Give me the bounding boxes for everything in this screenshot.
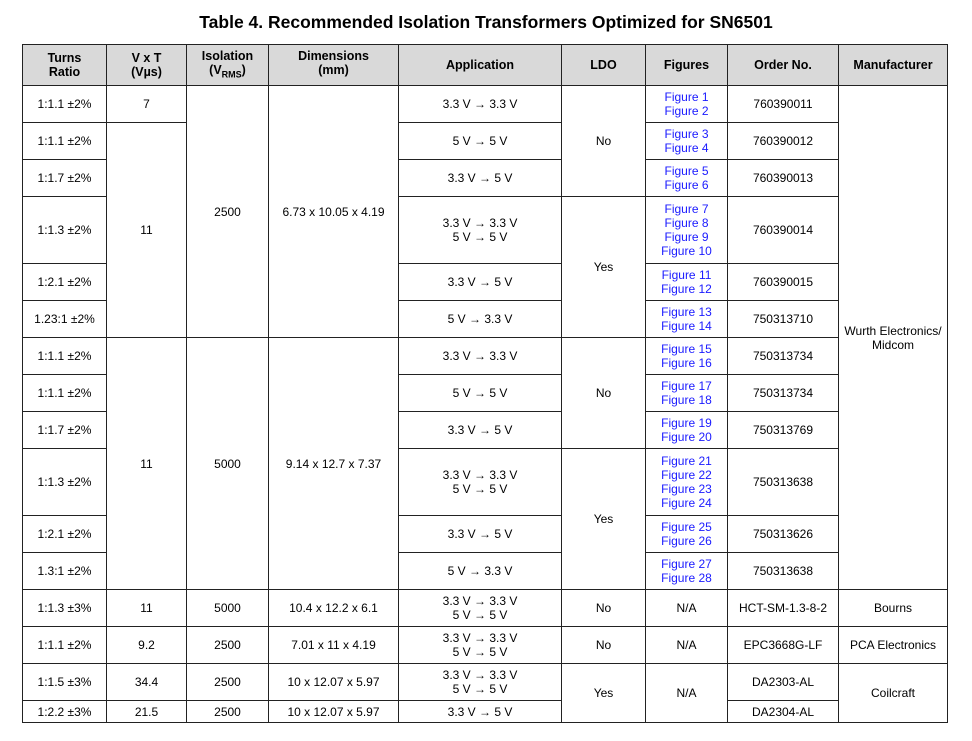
order-no-cell: 750313626 (728, 516, 839, 553)
application-cell (399, 412, 562, 449)
application-line: 3.3 V → 5 V (447, 704, 513, 719)
application-line: 3.3 V → 5 V (447, 275, 513, 289)
order-no-cell: EPC3668G-LF (728, 627, 839, 664)
figure-link[interactable]: Figure 13 (661, 305, 712, 319)
application-line: 5 V → 5 V (452, 482, 508, 496)
figure-link[interactable]: Figure 9 (664, 230, 709, 244)
figure-link[interactable]: Figure 20 (661, 430, 712, 444)
dimensions-cell: 6.73 x 10.05 x 4.19 (269, 86, 399, 338)
application-cell (399, 197, 562, 264)
application-line: 3.3 V → 5 V (447, 423, 513, 437)
turns-ratio-cell: 1:1.1 ±2% (23, 338, 107, 375)
figures-cell (646, 301, 728, 338)
figure-link[interactable]: Figure 3 (664, 127, 709, 141)
figures-cell (646, 449, 728, 516)
header-ldo: LDO (562, 45, 646, 86)
application-cell (399, 516, 562, 553)
order-no-cell: HCT-SM-1.3-8-2 (728, 590, 839, 627)
application-cell (399, 627, 562, 664)
application-line: 5 V → 3.3 V (447, 312, 513, 326)
turns-ratio-cell: 1:1.1 ±2% (23, 375, 107, 412)
turns-ratio-cell: 1:1.1 ±2% (23, 86, 107, 123)
application-line: 5 V → 5 V (452, 230, 508, 244)
table-row (23, 86, 948, 123)
figures-cell (646, 197, 728, 264)
header-vxt (107, 45, 187, 86)
figures-cell (646, 338, 728, 375)
figure-link[interactable]: Figure 8 (664, 216, 709, 230)
figure-link[interactable]: Figure 19 (661, 416, 712, 430)
header-dim-line2: (mm) (318, 63, 349, 77)
application-line: 5 V → 5 V (452, 134, 508, 148)
figure-link[interactable]: Figure 11 (661, 268, 712, 282)
vxt-cell: 11 (107, 123, 187, 338)
isolation-cell: 5000 (187, 590, 269, 627)
isolation-cell: 5000 (187, 338, 269, 590)
application-line: 3.3 V → 3.3 V (442, 468, 518, 482)
turns-ratio-cell: 1:1.7 ±2% (23, 160, 107, 197)
header-dim-line1: Dimensions (298, 49, 369, 63)
figure-link[interactable]: Figure 15 (661, 342, 712, 356)
application-line: 5 V → 5 V (452, 645, 508, 659)
application-line: 3.3 V → 5 V (447, 171, 513, 185)
figures-cell (646, 553, 728, 590)
figure-link[interactable]: Figure 12 (661, 282, 712, 296)
application-cell (399, 338, 562, 375)
turns-ratio-cell: 1:1.3 ±2% (23, 197, 107, 264)
figures-cell (646, 516, 728, 553)
application-line: 3.3 V → 3.3 V (442, 594, 518, 608)
table-row (23, 664, 948, 701)
header-iso-close: ) (241, 62, 246, 77)
order-no-cell: 760390014 (728, 197, 839, 264)
turns-ratio-cell: 1:2.2 ±3% (23, 701, 107, 723)
ldo-cell: No (562, 86, 646, 197)
application-cell (399, 86, 562, 123)
figure-link[interactable]: Figure 4 (664, 141, 709, 155)
header-order-no: Order No. (728, 45, 839, 86)
figures-cell: N/A (646, 664, 728, 723)
application-line: 5 V → 5 V (452, 682, 508, 696)
application-line: 3.3 V → 3.3 V (442, 668, 518, 682)
figure-link[interactable]: Figure 16 (661, 356, 712, 370)
order-no-cell: 750313638 (728, 553, 839, 590)
vxt-cell: 34.4 (107, 664, 187, 701)
turns-ratio-cell: 1:1.5 ±3% (23, 664, 107, 701)
order-no-cell: 750313710 (728, 301, 839, 338)
dimensions-cell: 7.01 x 11 x 4.19 (269, 627, 399, 664)
figures-cell: N/A (646, 590, 728, 627)
application-line: 3.3 V → 3.3 V (442, 97, 518, 111)
order-no-cell: 750313734 (728, 338, 839, 375)
header-vxt-line1: V x T (131, 51, 162, 65)
transformer-table (22, 44, 948, 723)
application-line: 3.3 V → 3.3 V (442, 631, 518, 645)
header-turns-ratio: Turns Ratio (23, 45, 107, 86)
ldo-cell: No (562, 338, 646, 449)
turns-ratio-cell: 1:1.3 ±2% (23, 449, 107, 516)
manufacturer-cell: PCA Electronics (839, 627, 948, 664)
ldo-cell: Yes (562, 449, 646, 590)
vxt-cell: 11 (107, 338, 187, 590)
application-line: 5 V → 3.3 V (447, 564, 513, 578)
dimensions-cell: 10 x 12.07 x 5.97 (269, 701, 399, 723)
figure-link[interactable]: Figure 17 (661, 379, 712, 393)
application-cell (399, 301, 562, 338)
vxt-cell: 9.2 (107, 627, 187, 664)
vxt-cell: 21.5 (107, 701, 187, 723)
header-dimensions (269, 45, 399, 86)
application-cell (399, 264, 562, 301)
ldo-cell: Yes (562, 197, 646, 338)
turns-ratio-cell: 1:2.1 ±2% (23, 516, 107, 553)
ldo-cell: No (562, 627, 646, 664)
figure-link[interactable]: Figure 14 (661, 319, 712, 333)
isolation-cell: 2500 (187, 701, 269, 723)
table-row (23, 627, 948, 664)
order-no-cell: 760390013 (728, 160, 839, 197)
figure-link[interactable]: Figure 21 (661, 454, 712, 468)
vxt-cell: 7 (107, 86, 187, 123)
isolation-cell: 2500 (187, 664, 269, 701)
figures-cell (646, 123, 728, 160)
header-iso-sub: RMS (221, 69, 242, 80)
application-cell (399, 449, 562, 516)
header-figures: Figures (646, 45, 728, 86)
application-line: 5 V → 5 V (452, 386, 508, 400)
header-iso-v: (V (209, 62, 222, 77)
header-iso-line2 (189, 63, 266, 82)
figure-link[interactable]: Figure 23 (661, 482, 712, 496)
application-line: 3.3 V → 3.3 V (442, 216, 518, 230)
manufacturer-cell: Wurth Electronics/ Midcom (839, 86, 948, 590)
table-row (23, 590, 948, 627)
figure-link[interactable]: Figure 27 (661, 557, 712, 571)
figure-link[interactable]: Figure 5 (664, 164, 709, 178)
figure-link[interactable]: Figure 24 (661, 496, 712, 510)
header-row (23, 45, 948, 86)
application-cell (399, 160, 562, 197)
figures-cell (646, 264, 728, 301)
isolation-cell: 2500 (187, 627, 269, 664)
order-no-cell: 750313734 (728, 375, 839, 412)
figure-link[interactable]: Figure 6 (664, 178, 709, 192)
figures-cell (646, 412, 728, 449)
turns-ratio-cell: 1:1.1 ±2% (23, 627, 107, 664)
header-iso-line1: Isolation (201, 48, 254, 63)
figure-link[interactable]: Figure 26 (661, 534, 712, 548)
isolation-cell: 2500 (187, 86, 269, 338)
figure-link[interactable]: Figure 22 (661, 468, 712, 482)
figure-link[interactable]: Figure 18 (661, 393, 712, 407)
order-no-cell: 760390011 (728, 86, 839, 123)
turns-ratio-cell: 1.23:1 ±2% (23, 301, 107, 338)
order-no-cell: 760390015 (728, 264, 839, 301)
application-cell (399, 553, 562, 590)
ldo-cell: Yes (562, 664, 646, 723)
application-line: 5 V → 5 V (452, 608, 508, 622)
application-cell (399, 590, 562, 627)
table-title: Table 4. Recommended Isolation Transformers Optimized for SN6501 (199, 12, 773, 32)
table-row (23, 338, 948, 375)
header-vxt-line2: (Vµs) (131, 65, 162, 79)
turns-ratio-cell: 1:1.3 ±3% (23, 590, 107, 627)
ldo-cell: No (562, 590, 646, 627)
application-cell (399, 123, 562, 160)
dimensions-cell: 10.4 x 12.2 x 6.1 (269, 590, 399, 627)
turns-ratio-cell: 1:1.1 ±2% (23, 123, 107, 160)
figure-link[interactable]: Figure 28 (661, 571, 712, 585)
figures-cell (646, 160, 728, 197)
turns-ratio-cell: 1:1.7 ±2% (23, 412, 107, 449)
table-row (23, 701, 948, 723)
dimensions-cell: 10 x 12.07 x 5.97 (269, 664, 399, 701)
header-isolation (187, 45, 269, 86)
figures-cell (646, 375, 728, 412)
application-line: 3.3 V → 3.3 V (442, 349, 518, 363)
vxt-cell: 11 (107, 590, 187, 627)
header-application: Application (399, 45, 562, 86)
figure-link[interactable]: Figure 7 (664, 202, 709, 216)
order-no-cell: 750313769 (728, 412, 839, 449)
figures-cell: N/A (646, 627, 728, 664)
application-line: 3.3 V → 5 V (447, 527, 513, 541)
order-no-cell: DA2304-AL (728, 701, 839, 723)
turns-ratio-cell: 1:2.1 ±2% (23, 264, 107, 301)
turns-ratio-cell: 1.3:1 ±2% (23, 553, 107, 590)
table-row (23, 123, 948, 160)
order-no-cell: DA2303-AL (728, 664, 839, 701)
figures-cell (646, 86, 728, 123)
manufacturer-cell: Bourns (839, 590, 948, 627)
application-cell (399, 701, 562, 723)
order-no-cell: 750313638 (728, 449, 839, 516)
application-cell (399, 664, 562, 701)
manufacturer-cell: Coilcraft (839, 664, 948, 723)
order-no-cell: 760390012 (728, 123, 839, 160)
figure-link[interactable]: Figure 1 (664, 90, 709, 104)
figure-link[interactable]: Figure 2 (664, 104, 709, 118)
figure-link[interactable]: Figure 10 (661, 244, 712, 258)
header-manufacturer: Manufacturer (839, 45, 948, 86)
figure-link[interactable]: Figure 25 (661, 520, 712, 534)
application-cell (399, 375, 562, 412)
dimensions-cell: 9.14 x 12.7 x 7.37 (269, 338, 399, 590)
